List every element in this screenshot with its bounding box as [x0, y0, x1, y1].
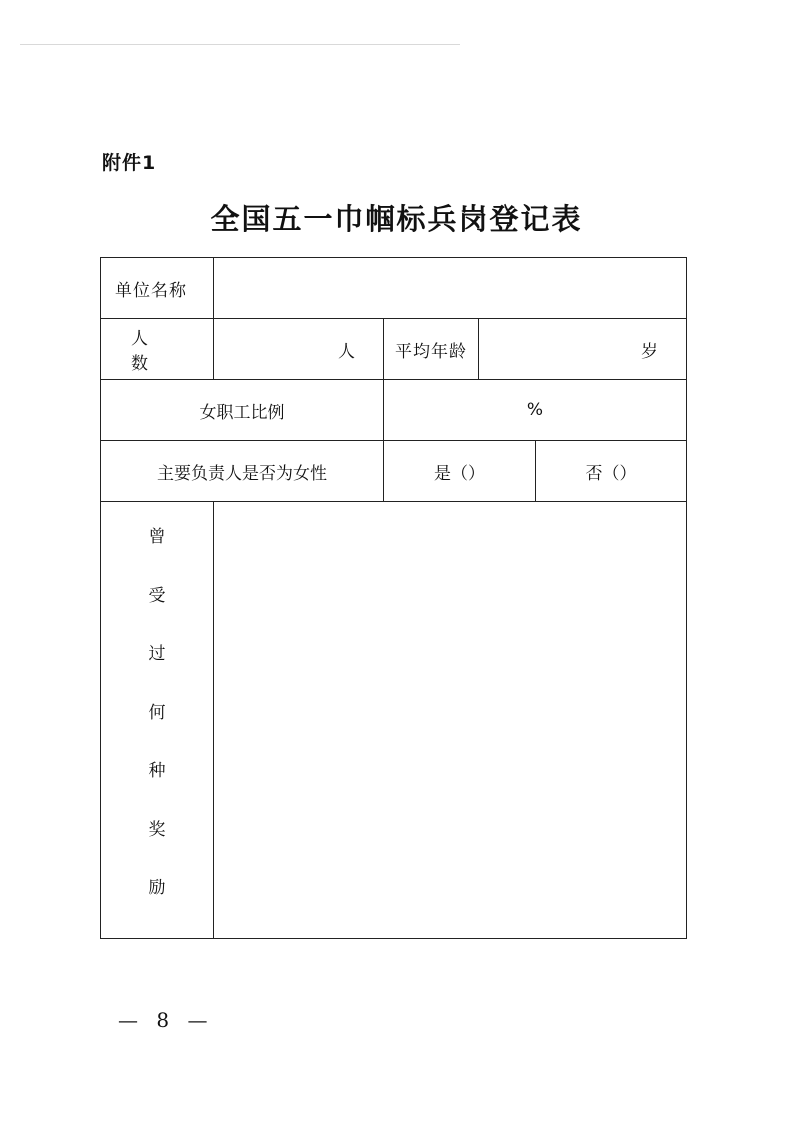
yes-option[interactable]: 是（） — [384, 441, 536, 502]
average-age-field[interactable] — [479, 319, 687, 380]
unit-name-field[interactable] — [214, 258, 687, 319]
leader-female-label: 主要负责人是否为女性 — [101, 441, 384, 502]
awards-label-char: 曾 — [148, 527, 166, 547]
attachment-label: 附件1 — [102, 152, 157, 174]
awards-label-char: 过 — [148, 644, 166, 664]
awards-label-char: 励 — [148, 878, 166, 898]
people-label-char-1: 人 — [131, 329, 148, 349]
awards-row — [101, 502, 687, 939]
female-ratio-row — [101, 380, 687, 441]
average-age-label: 平均年龄 — [384, 319, 479, 380]
form-title: 全国五一巾帼标兵岗登记表 — [210, 202, 583, 236]
unit-name-row — [101, 258, 687, 319]
people-unit: 人 — [338, 341, 355, 362]
female-ratio-unit: % — [526, 400, 544, 420]
people-label-char-2: 数 — [131, 354, 148, 374]
female-ratio-field[interactable] — [384, 380, 687, 441]
leader-female-row — [101, 441, 687, 502]
awards-field[interactable] — [214, 502, 687, 939]
people-row — [101, 319, 687, 380]
no-option[interactable]: 否（） — [536, 441, 687, 502]
female-ratio-label: 女职工比例 — [101, 380, 384, 441]
awards-label — [101, 502, 214, 939]
awards-label-char: 种 — [148, 761, 166, 781]
scan-edge-line — [20, 44, 460, 45]
people-count-label — [101, 319, 214, 380]
unit-name-label: 单位名称 — [101, 258, 214, 319]
awards-label-char: 何 — [148, 702, 166, 723]
page-number: — 8 — — [118, 1008, 214, 1032]
awards-label-char: 奖 — [148, 819, 166, 840]
people-count-field[interactable] — [214, 319, 384, 380]
registration-table — [100, 257, 687, 939]
age-unit: 岁 — [641, 341, 658, 362]
awards-label-char: 受 — [148, 585, 166, 606]
